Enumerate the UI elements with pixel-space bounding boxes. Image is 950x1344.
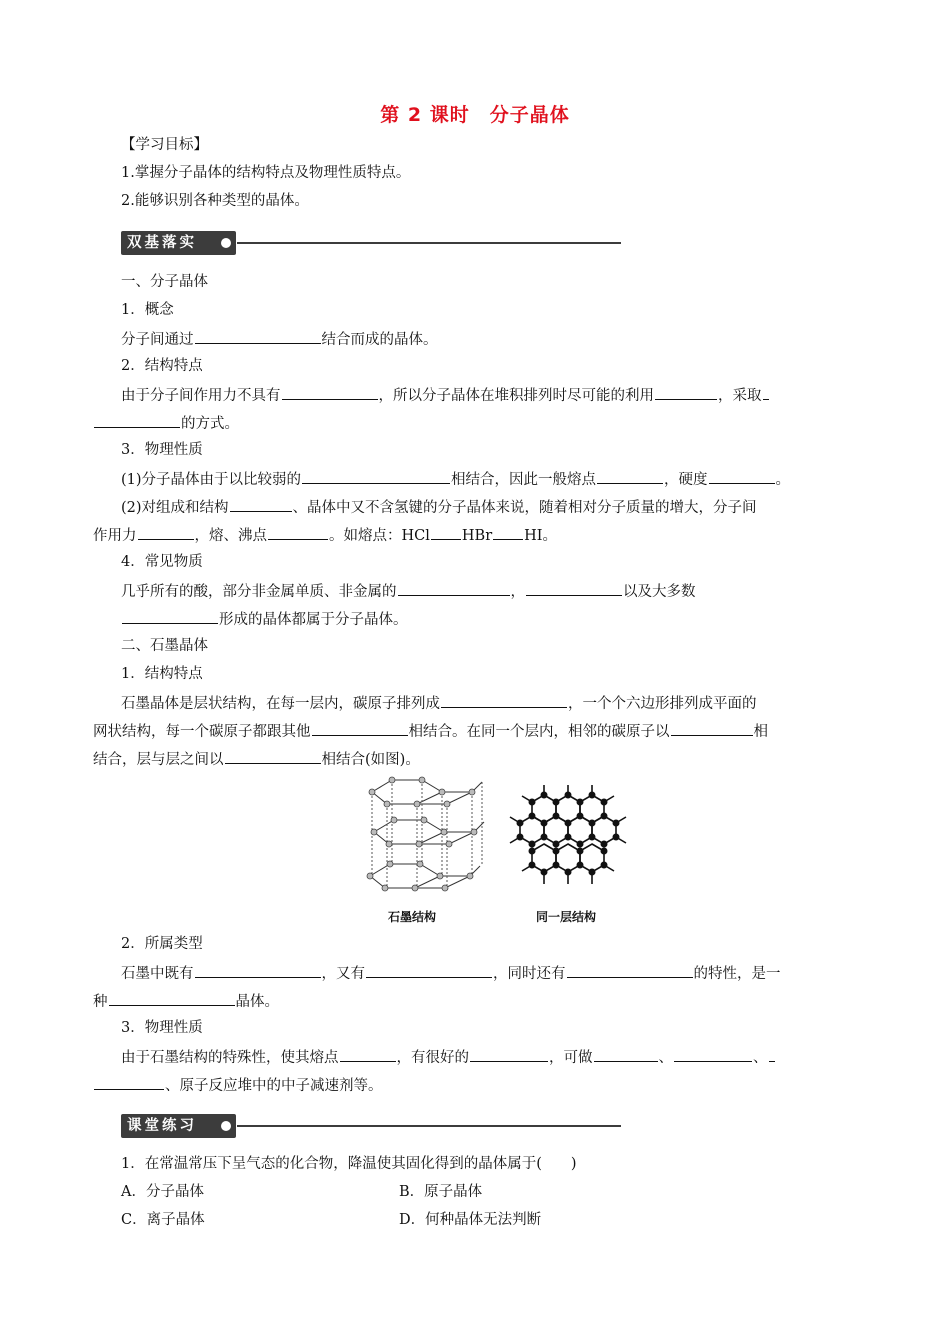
fill-blank[interactable] [230, 496, 292, 512]
fill-blank[interactable] [94, 412, 180, 428]
option-d[interactable]: D．何种晶体无法判断 [399, 1212, 542, 1228]
fill-blank[interactable] [122, 608, 218, 624]
graphite-layer-figure [508, 782, 628, 892]
figure-caption-layer: 同一层结构 [536, 910, 597, 924]
section-heading: 二、石墨晶体 [121, 638, 208, 654]
fill-blank[interactable] [470, 1046, 548, 1062]
fill-blank[interactable] [302, 468, 450, 484]
objectives-heading: 【学习目标】 [121, 137, 208, 153]
banner-dot-icon [221, 1121, 231, 1131]
text-line: 石墨中既有 ，又有 ，同时还有 的特性，是一 [121, 962, 781, 984]
text-line: 形成的晶体都属于分子晶体。 [121, 608, 408, 630]
text-line: 网状结构，每一个碳原子都跟其他 相结合。在同一个层内，相邻的碳原子以 相 [93, 720, 768, 742]
objective-item-2: 2.能够识别各种类型的晶体。 [121, 193, 309, 209]
fill-blank[interactable] [671, 720, 753, 736]
fill-blank[interactable] [366, 962, 492, 978]
page-title: 第 2 课时 分子晶体 [380, 104, 570, 126]
subheading: 1．概念 [121, 302, 174, 318]
fill-blank[interactable] [594, 1046, 658, 1062]
text-line: 由于分子间作用力不具有 ，所以分子晶体在堆积排列时尽可能的利用 ，采取 [121, 384, 770, 406]
text-line: 结合，层与层之间以 相结合(如图)。 [93, 748, 420, 770]
fill-blank[interactable] [674, 1046, 752, 1062]
subheading: 1．结构特点 [121, 666, 203, 682]
fill-blank[interactable] [94, 1074, 164, 1090]
fill-blank[interactable] [769, 1046, 775, 1062]
option-c[interactable]: C．离子晶体 [121, 1212, 205, 1228]
text-line: 几乎所有的酸，部分非金属单质、非金属的 ， 以及大多数 [121, 580, 696, 602]
subheading: 2．结构特点 [121, 358, 203, 374]
fill-blank[interactable] [431, 524, 461, 540]
text-line: 的方式。 [93, 412, 239, 434]
text-line: (1)分子晶体由于以比较弱的 相结合，因此一般熔点 ，硬度 。 [121, 468, 790, 490]
fill-blank[interactable] [597, 468, 663, 484]
fill-blank[interactable] [655, 384, 717, 400]
figure-caption-graphite: 石墨结构 [388, 910, 437, 924]
text-line: 种 晶体。 [93, 990, 279, 1012]
text-line: 作用力 ，熔、沸点 。如熔点：HCl HBr HI。 [93, 524, 557, 546]
fill-blank[interactable] [195, 962, 321, 978]
option-a[interactable]: A．分子晶体 [121, 1184, 204, 1200]
banner-rule [237, 1125, 621, 1127]
text-line: 由于石墨结构的特殊性，使其熔点 ，有很好的 ，可做 、 、 [121, 1046, 776, 1068]
fill-blank[interactable] [225, 748, 321, 764]
fill-blank[interactable] [493, 524, 523, 540]
fill-blank[interactable] [282, 384, 378, 400]
text-line: (2)对组成和结构 、晶体中又不含氢键的分子晶体来说，随着相对分子质量的增大，分子间 [121, 496, 757, 518]
fill-blank[interactable] [441, 692, 567, 708]
text-line: 分子间通过 结合而成的晶体。 [121, 328, 438, 350]
option-b[interactable]: B．原子晶体 [399, 1184, 483, 1200]
subheading: 3．物理性质 [121, 1020, 203, 1036]
banner-rule [237, 242, 621, 244]
question-1: 1．在常温常压下呈气态的化合物，降温使其固化得到的晶体属于( ) [121, 1156, 577, 1172]
fill-blank[interactable] [526, 580, 622, 596]
subheading: 3．物理性质 [121, 442, 203, 458]
fill-blank[interactable] [268, 524, 328, 540]
graphite-layer-middle [374, 820, 484, 844]
section-heading: 一、分子晶体 [121, 274, 208, 290]
banner-dot-icon [221, 238, 231, 248]
subheading: 4．常见物质 [121, 554, 203, 570]
subheading: 2．所属类型 [121, 936, 203, 952]
objective-item-1: 1.掌握分子晶体的结构特点及物理性质特点。 [121, 165, 411, 181]
fill-blank[interactable] [109, 990, 235, 1006]
graphite-structure-figure [362, 770, 492, 894]
fill-blank[interactable] [398, 580, 510, 596]
graphite-layer-top [372, 780, 482, 804]
fill-blank[interactable] [195, 328, 321, 344]
fill-blank[interactable] [567, 962, 693, 978]
banner-label: 课堂练习 [127, 1118, 197, 1134]
fill-blank[interactable] [763, 384, 769, 400]
fill-blank[interactable] [709, 468, 775, 484]
text-line: 、原子反应堆中的中子减速剂等。 [93, 1074, 383, 1096]
fill-blank[interactable] [138, 524, 194, 540]
banner-label: 双基落实 [127, 235, 197, 251]
fill-blank[interactable] [340, 1046, 396, 1062]
fill-blank[interactable] [312, 720, 408, 736]
text-line: 石墨晶体是层状结构，在每一层内，碳原子排列成 ，一个个六边形排列成平面的 [121, 692, 757, 714]
